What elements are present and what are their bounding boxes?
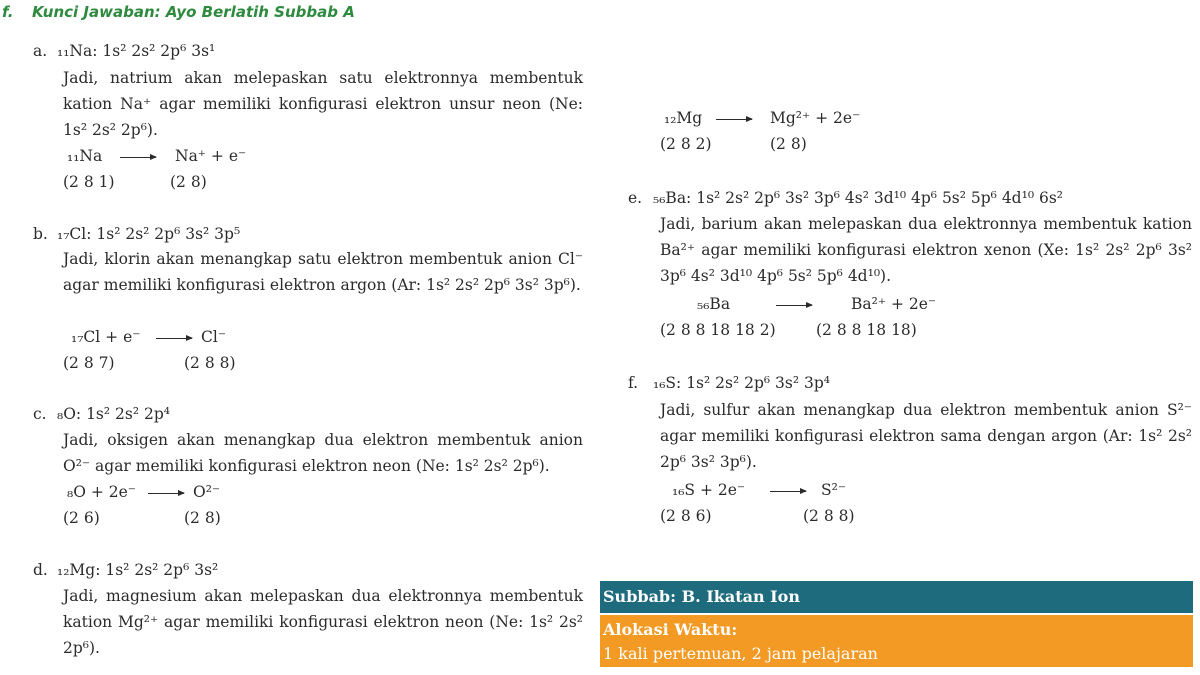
item-c-explanation: Jadi, oksigen akan menangkap dua elektron membentuk anion O²⁻ agar memiliki konfigurasi elektron neon (Ne: 1s² 2s² 2p⁶). xyxy=(63,431,583,475)
item-a-product: Na⁺ + e⁻ xyxy=(175,147,247,165)
item-b-reactant-config: (2 8 7) xyxy=(63,354,115,372)
item-e-config: ₅₆Ba: 1s² 2s² 2p⁶ 3s² 3p⁶ 4s² 3d¹⁰ 4p⁶ 5s² 5p⁶ 4d¹⁰ 6s² xyxy=(653,189,1063,207)
item-c-letter: c. xyxy=(33,405,47,423)
item-d-arrow-icon xyxy=(716,119,752,120)
item-a-explanation: Jadi, natrium akan melepaskan satu elektronnya membentuk kation Na⁺ agar memiliki konfigurasi elektron unsur neon (Ne: 1s² 2s² 2p⁶). xyxy=(63,69,583,139)
item-a-letter: a. xyxy=(33,42,48,60)
item-d-reactant-config: (2 8 2) xyxy=(660,135,712,153)
item-b-product: Cl⁻ xyxy=(201,328,226,346)
item-c-arrow-icon xyxy=(148,493,184,494)
item-e-explanation: Jadi, barium akan melepaskan dua elektronnya membentuk kation Ba²⁺ agar memiliki konfigurasi elektron xenon (Xe: 1s² 2s² 2p⁶ 3s² 3p⁶ 4s² 3d¹⁰ 4p⁶ 5s² 5p⁶ 4d¹⁰). xyxy=(660,215,1192,285)
item-e-letter: e. xyxy=(628,189,643,207)
item-d-letter: d. xyxy=(33,561,48,579)
item-a-reactant: ₁₁Na xyxy=(67,147,103,165)
alokasi-waktu-value: 1 kali pertemuan, 2 jam pelajaran xyxy=(603,644,878,663)
section-number: f. xyxy=(2,3,14,21)
item-f-letter: f. xyxy=(628,374,639,392)
item-a-arrow-icon xyxy=(120,157,156,158)
item-f-explanation: Jadi, sulfur akan menangkap dua elektron membentuk anion S²⁻ agar memiliki konfigurasi elektron sama dengan argon (Ar: 1s² 2s² 2p⁶ 3s² 3p⁶). xyxy=(660,401,1192,471)
item-c-reactant-config: (2 6) xyxy=(63,509,100,527)
item-e-product: Ba²⁺ + 2e⁻ xyxy=(851,295,937,313)
item-c-product: O²⁻ xyxy=(193,483,221,501)
item-f-arrow-icon xyxy=(770,491,806,492)
subbab-banner xyxy=(600,581,1193,613)
item-f-product-config: (2 8 8) xyxy=(803,507,855,525)
alokasi-waktu-title: Alokasi Waktu: xyxy=(603,620,738,639)
item-f-reactant: ₁₆S + 2e⁻ xyxy=(672,481,746,499)
item-d-product: Mg²⁺ + 2e⁻ xyxy=(770,109,861,127)
item-a-reactant-config: (2 8 1) xyxy=(63,173,115,191)
item-c-config: ₈O: 1s² 2s² 2p⁴ xyxy=(57,405,170,423)
item-e-product-config: (2 8 8 18 18) xyxy=(816,321,917,339)
item-f-product: S²⁻ xyxy=(821,481,847,499)
item-a-product-config: (2 8) xyxy=(170,173,207,191)
item-b-letter: b. xyxy=(33,225,48,243)
item-d-reactant: ₁₂Mg xyxy=(664,109,703,127)
section-title: Kunci Jawaban: Ayo Berlatih Subbab A xyxy=(32,3,355,21)
alokasi-waktu-box xyxy=(600,615,1193,667)
item-d-product-config: (2 8) xyxy=(770,135,807,153)
item-e-reactant: ₅₆Ba xyxy=(697,295,731,313)
item-f-reactant-config: (2 8 6) xyxy=(660,507,712,525)
item-e-reactant-config: (2 8 8 18 18 2) xyxy=(660,321,776,339)
item-a-config: ₁₁Na: 1s² 2s² 2p⁶ 3s¹ xyxy=(57,42,216,60)
item-d-explanation: Jadi, magnesium akan melepaskan dua elektronnya membentuk kation Mg²⁺ agar memiliki konfigurasi elektron neon (Ne: 1s² 2s² 2p⁶). xyxy=(63,587,583,657)
item-c-reactant: ₈O + 2e⁻ xyxy=(67,483,136,501)
item-d-config: ₁₂Mg: 1s² 2s² 2p⁶ 3s² xyxy=(57,561,219,579)
item-e-arrow-icon xyxy=(776,305,812,306)
item-b-config: ₁₇Cl: 1s² 2s² 2p⁶ 3s² 3p⁵ xyxy=(57,225,241,243)
item-b-arrow-icon xyxy=(156,338,192,339)
item-b-product-config: (2 8 8) xyxy=(184,354,236,372)
section-heading xyxy=(2,3,355,21)
item-f-config: ₁₆S: 1s² 2s² 2p⁶ 3s² 3p⁴ xyxy=(653,374,830,392)
item-b-explanation: Jadi, klorin akan menangkap satu elektron membentuk anion Cl⁻ agar memiliki konfigurasi elektron argon (Ar: 1s² 2s² 2p⁶ 3s² 3p⁶). xyxy=(63,250,583,294)
subbab-label: Subbab: B. Ikatan Ion xyxy=(603,587,800,606)
item-c-product-config: (2 8) xyxy=(184,509,221,527)
item-b-reactant: ₁₇Cl + e⁻ xyxy=(71,328,141,346)
